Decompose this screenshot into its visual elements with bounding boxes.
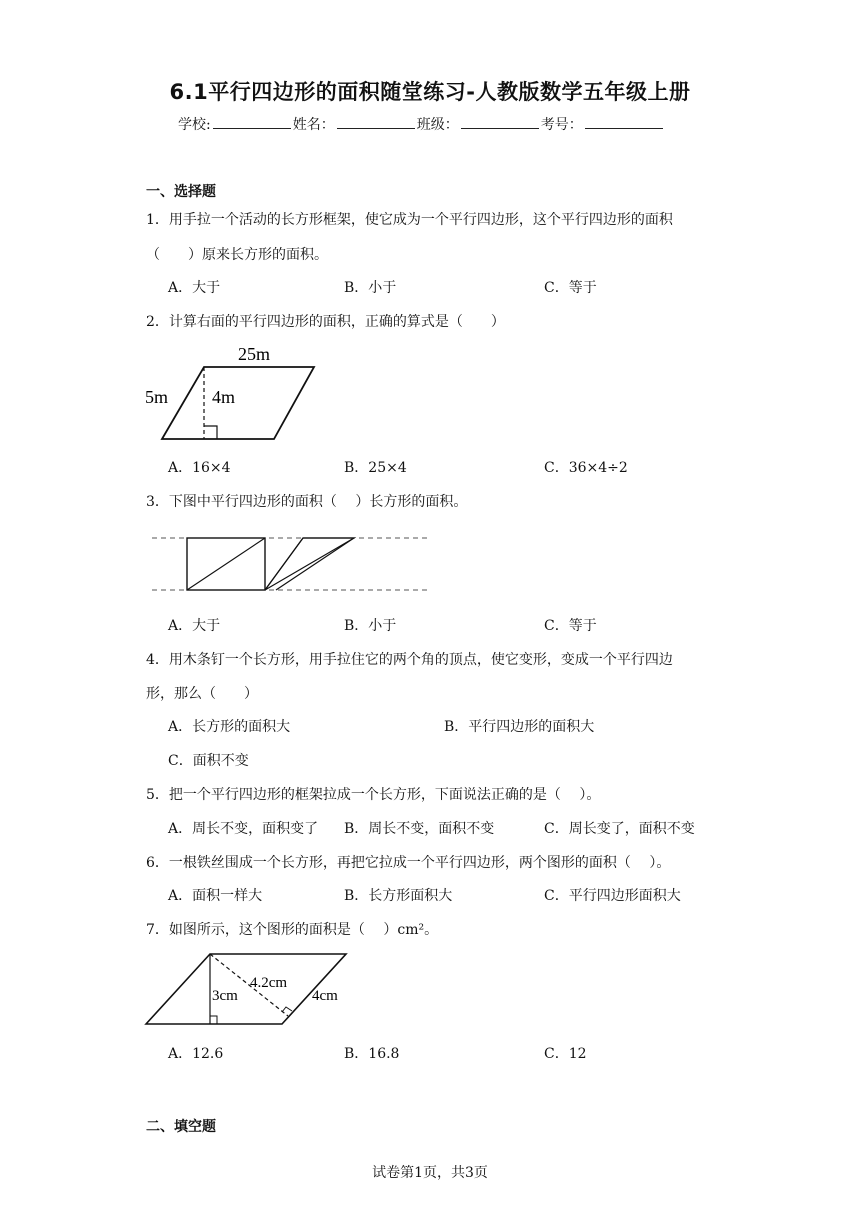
q7-option-b[interactable]: B．16.8 — [344, 1046, 400, 1062]
question-3: 3．下图中平行四边形的面积（ ）长方形的面积。 — [146, 494, 468, 510]
q4-option-a[interactable]: A．长方形的面积大 — [168, 719, 291, 735]
q2-label-side: 5m — [145, 387, 169, 407]
q2-option-b[interactable]: B．25×4 — [344, 460, 407, 476]
q7-right-angle-mark-bottom — [210, 1016, 217, 1024]
q3-option-b[interactable]: B．小于 — [344, 618, 397, 634]
question-7: 7．如图所示，这个图形的面积是（ ）cm²。 — [146, 922, 439, 938]
class-blank — [461, 116, 539, 129]
question-4-line-2: 形，那么（ ） — [146, 686, 258, 702]
q2-label-top: 25m — [238, 344, 271, 364]
q1-option-a[interactable]: A．大于 — [168, 280, 221, 296]
q7-label-side: 4cm — [312, 988, 338, 1004]
q7-parallelogram-figure — [140, 946, 362, 1032]
question-5: 5．把一个平行四边形的框架拉成一个长方形，下面说法正确的是（ ）。 — [146, 787, 601, 803]
class-label: 班级： — [416, 117, 459, 133]
question-6: 6．一根铁丝围成一个长方形，再把它拉成一个平行四边形，两个图形的面积（ ）。 — [146, 855, 671, 871]
q2-option-c[interactable]: C．36×4÷2 — [544, 460, 628, 476]
question-2: 2．计算右面的平行四边形的面积，正确的算式是（ ） — [146, 314, 505, 330]
q2-parallelogram — [162, 367, 314, 439]
section-title-fill-in: 二、填空题 — [146, 1119, 216, 1135]
question-1-line-2: （ ）原来长方形的面积。 — [146, 247, 328, 263]
q2-parallelogram-figure — [140, 338, 340, 446]
q7-label-diagonal: 4.2cm — [250, 975, 288, 991]
q1-option-b[interactable]: B．小于 — [344, 280, 397, 296]
q7-option-a[interactable]: A．12.6 — [168, 1046, 224, 1062]
question-1-line-1: 1．用手拉一个活动的长方形框架，使它成为一个平行四边形，这个平行四边形的面积 — [146, 212, 673, 228]
q3-option-c[interactable]: C．等于 — [544, 618, 597, 634]
exam-no-label: 考号： — [540, 117, 583, 133]
q6-option-b[interactable]: B．长方形面积大 — [344, 888, 453, 904]
q5-option-b[interactable]: B．周长不变，面积不变 — [344, 821, 495, 837]
q4-option-b[interactable]: B．平行四边形的面积大 — [444, 719, 595, 735]
page-title: 6.1平行四边形的面积随堂练习-人教版数学五年级上册 — [169, 80, 691, 104]
page-footer: 试卷第1页，共3页 — [372, 1165, 488, 1181]
q7-label-height: 3cm — [212, 988, 238, 1004]
question-4-line-1: 4．用木条钉一个长方形，用手拉住它的两个角的顶点，使它变形，变成一个平行四边 — [146, 652, 673, 668]
q2-label-height: 4m — [212, 387, 236, 407]
q1-option-c[interactable]: C．等于 — [544, 280, 597, 296]
q2-right-angle-mark — [204, 426, 217, 439]
school-label: 学校: — [178, 117, 211, 133]
q6-option-c[interactable]: C．平行四边形面积大 — [544, 888, 681, 904]
student-info-line — [178, 114, 665, 134]
section-title-choice: 一、选择题 — [146, 184, 216, 200]
q4-option-c[interactable]: C．面积不变 — [168, 753, 249, 769]
q5-option-a[interactable]: A．周长不变，面积变了 — [168, 821, 319, 837]
name-blank — [337, 116, 415, 129]
q2-option-a[interactable]: A．16×4 — [168, 460, 231, 476]
exam-no-blank — [585, 116, 663, 129]
q3-rectangle-diagonal — [187, 538, 265, 590]
q6-option-a[interactable]: A．面积一样大 — [168, 888, 263, 904]
q7-right-angle-mark-side — [282, 1007, 292, 1012]
q5-option-c[interactable]: C．周长变了，面积不变 — [544, 821, 695, 837]
name-label: 姓名： — [292, 117, 335, 133]
q3-rectangle-parallelogram-figure — [148, 528, 438, 598]
q3-parallelogram — [265, 538, 354, 590]
q7-option-c[interactable]: C．12 — [544, 1046, 587, 1062]
school-blank — [213, 116, 291, 129]
q3-option-a[interactable]: A．大于 — [168, 618, 221, 634]
